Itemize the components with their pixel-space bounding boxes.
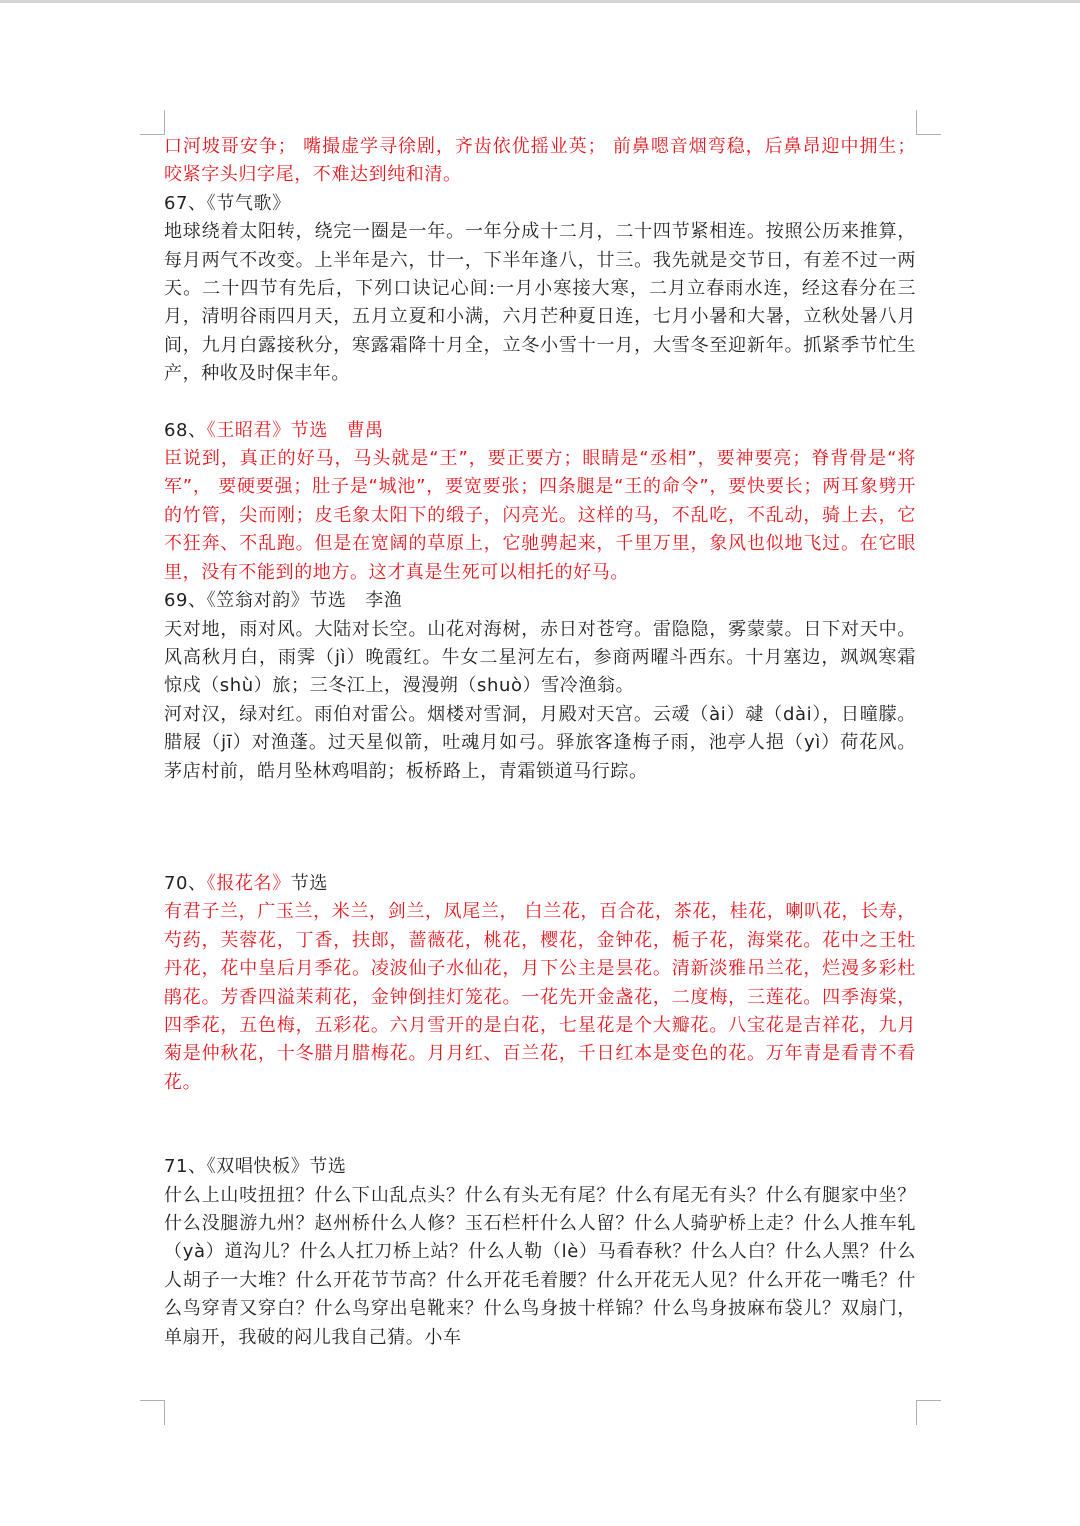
section-71-body: 什么上山吱扭扭？什么下山乱点头？什么有头无有尾？什么有尾无有头？什么有腿家中坐？什么没腿游九州？赵州桥什么人修？玉石栏杆什么人留？什么人骑驴桥上走？什么人推车轧（yà）道沟儿？什么人扛刀桥上站？什么人勒（lè）马看春秋？什么人白？什么人黑？什么人胡子一大堆？什么开花节节高？什么开花毛着腰？什么开花无人见？什么开花一嘴毛？什么鸟穿青又穿白？什么鸟穿出皂靴来？什么鸟身披十样锦？什么鸟身披麻布袋儿？双扇门，单扇开，我破的闷儿我自己猜。小车 bbox=[164, 1184, 916, 1348]
section-68-heading bbox=[164, 417, 916, 445]
section-66-tail: 口河坡哥安争； 嘴撮虚学寻徐剧，齐齿依优摇业英； 前鼻嗯音烟弯稳，后鼻昂迎中拥生； 咬紧字头归字尾，不难达到纯和清。 bbox=[164, 136, 916, 186]
section-68-suffix: 节选 曹禺 bbox=[290, 419, 384, 441]
section-70-number: 70、 bbox=[164, 872, 207, 894]
section-70-heading bbox=[164, 870, 916, 898]
top-divider bbox=[0, 0, 1080, 3]
section-70-body: 有君子兰，广玉兰，米兰，剑兰，凤尾兰， 白兰花，百合花，茶花，桂花，喇叭花，长寿，芍药，芙蓉花，丁香，扶郎，蔷薇花，桃花，樱花，金钟花，栀子花，海棠花。花中之王牡丹花，花中皇后月季花。凌波仙子水仙花，月下公主是昙花。清新淡雅吊兰花，烂漫多彩杜鹃花。芳香四溢茉莉花，金钟倒挂灯笼花。一花先开金盏花，二度梅，三莲花。四季海棠，四季花，五色梅，五彩花。六月雪开的是白花，七星花是个大瓣花。八宝花是吉祥花，九月菊是仲秋花，十冬腊月腊梅花。月月红、百兰花，千日红本是变色的花。万年青是看青不看花。 bbox=[164, 901, 916, 1093]
section-69-heading: 69、《笠翁对韵》节选 李渔 bbox=[164, 590, 403, 612]
section-68-body: 臣说到，真正的好马，马头就是“王”，要正要方；眼睛是“丞相”，要神要亮；脊背骨是“将军”， 要硬要强；肚子是“城池”，要宽要张；四条腿是“王的命令”，要快要长；两耳象劈开的竹管，尖而刚；皮毛象太阳下的缎子，闪亮光。这样的马，不乱吃，不乱动，骑上去，它不狂奔、不乱跑。但是在宽阔的草原上，它驰骋起来，千里万里，象风也似地飞过。在它眼里，没有不能到的地方。这才真是生死可以相托的好马。 bbox=[164, 448, 916, 583]
blank-line bbox=[164, 389, 916, 417]
section-68-number: 68、 bbox=[164, 419, 207, 441]
section-70-suffix: 节选 bbox=[290, 872, 328, 894]
margin-corner-bottom-left bbox=[140, 1400, 165, 1425]
blank-lines bbox=[164, 786, 916, 870]
section-70-title: 《报花名》 bbox=[206, 872, 291, 894]
section-67-body: 地球绕着太阳转，绕完一圈是一年。一年分成十二月，二十四节紧相连。按照公历来推算，每月两气不改变。上半年是六，廿一，下半年逢八，廿三。我先就是交节日，有差不过一两天。二十四节有先后，下列口诀记心间:一月小寒接大寒，二月立春雨水连，经这春分在三月，清明谷雨四月天，五月立夏和小满，六月芒种夏日连，七月小暑和大暑，立秋处暑八月间，九月白露接秋分，寒露霜降十月全，立冬小雪十一月，大雪冬至迎新年。抓紧季节忙生产，种收及时保丰年。 bbox=[164, 221, 916, 385]
margin-corner-bottom-right bbox=[916, 1400, 941, 1425]
blank-lines bbox=[164, 1097, 916, 1153]
section-69-paragraph-1: 天对地，雨对风。大陆对长空。山花对海树，赤日对苍穹。雷隐隐，雾蒙蒙。日下对天中。风高秋月白，雨霁（jì）晚霞红。牛女二星河左右，参商两曜斗西东。十月塞边，飒飒寒霜惊戍（shù）旅；三冬江上，漫漫朔（shuò）雪冷渔翁。 bbox=[164, 618, 916, 697]
section-68-title: 《王昭君》 bbox=[206, 419, 291, 441]
section-67-heading: 67、《节气歌》 bbox=[164, 192, 291, 214]
margin-corner-top-right bbox=[916, 110, 941, 135]
document-page-body bbox=[164, 133, 916, 1352]
section-69-paragraph-2: 河对汉，绿对红。雨伯对雷公。烟楼对雪洞，月殿对天宫。云叆（ài）叇（dài），日曈朦。腊屐（jī）对渔蓬。过天星似箭，吐魂月如弓。驿旅客逢梅子雨，池亭人挹（yì）荷花风。茅店村前，皓月坠林鸡唱韵；板桥路上，青霜锁道马行踪。 bbox=[164, 703, 916, 782]
section-71-heading: 71、《双唱快板》节选 bbox=[164, 1156, 347, 1178]
margin-corner-top-left bbox=[140, 110, 165, 135]
